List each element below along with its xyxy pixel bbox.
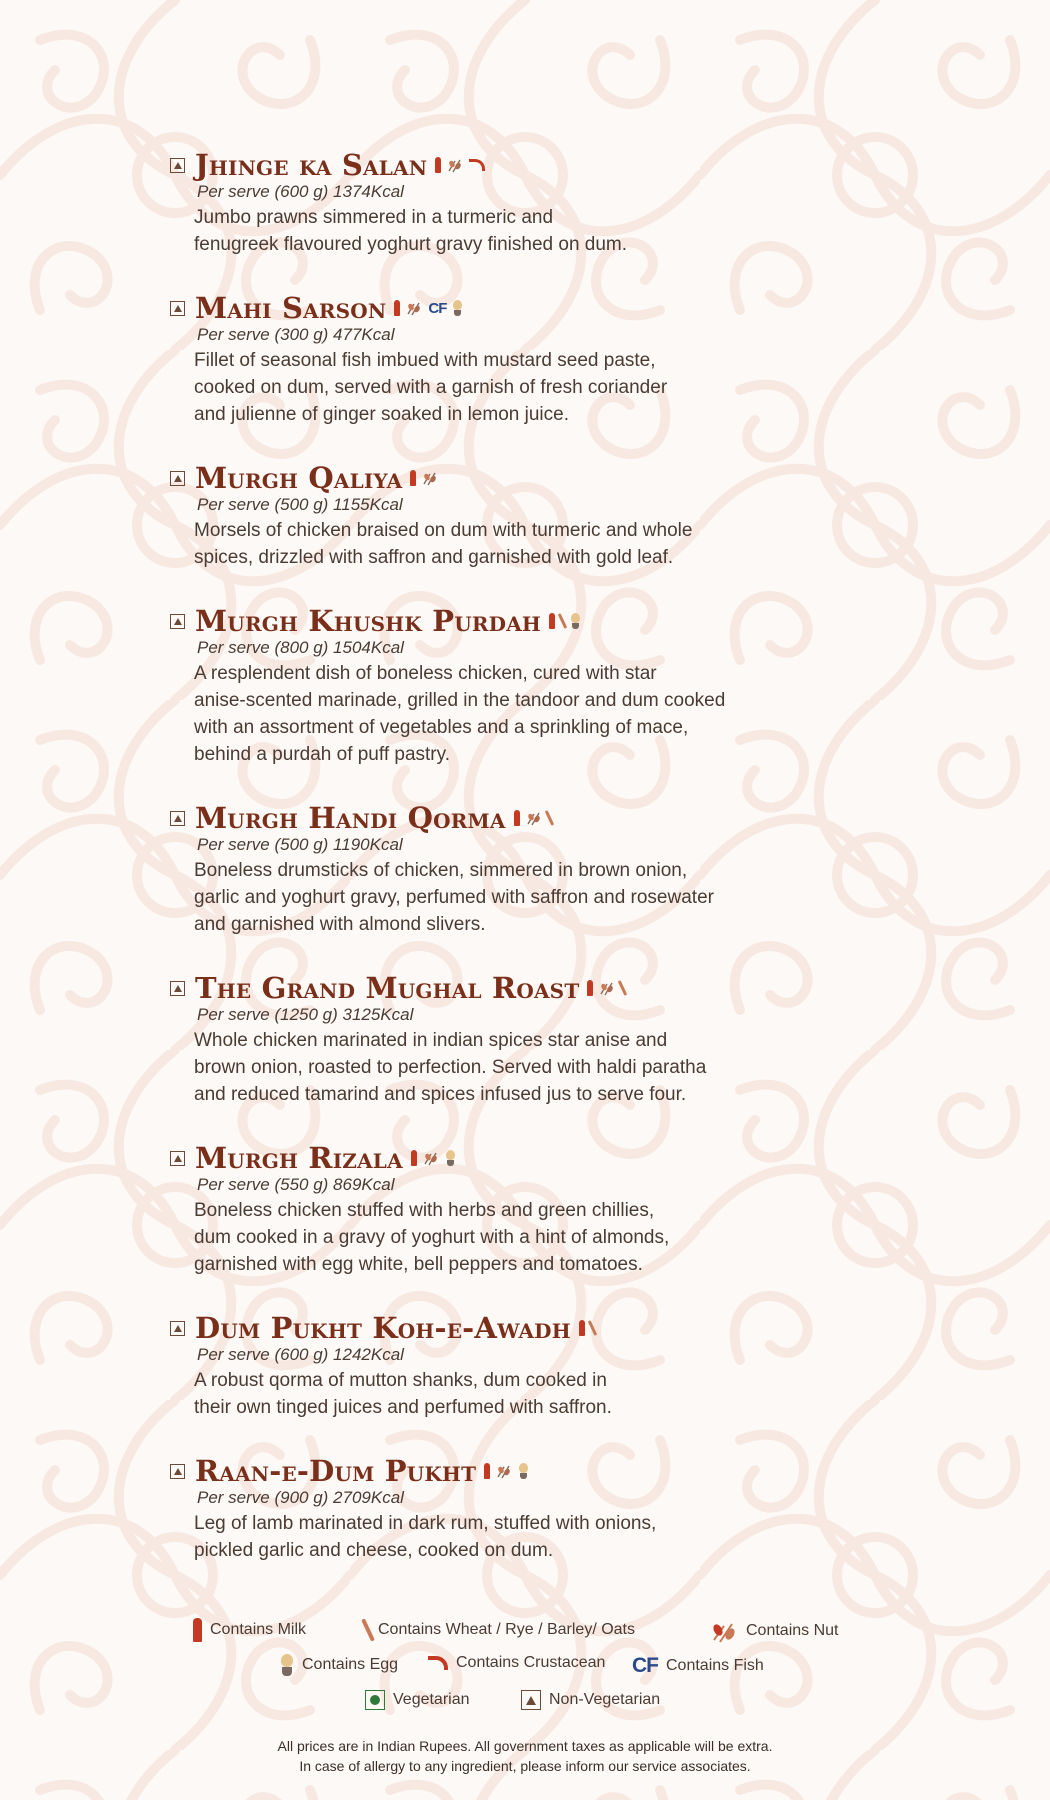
menu-item-name: Mahi Sarson (195, 291, 387, 325)
legend-wheat-label: Contains Wheat / Rye / Barley/ Oats (378, 1621, 635, 1638)
egg-icon (280, 1654, 294, 1676)
fish-icon: CF (632, 1654, 658, 1677)
legend-milk-label: Contains Milk (210, 1621, 307, 1638)
crustacean-icon (428, 1656, 448, 1670)
nut-icon (496, 1463, 512, 1479)
vegetarian-icon (365, 1690, 385, 1710)
menu-item-serve: Per serve (900 g) 2709Kcal (197, 1488, 404, 1507)
menu-item-name: Raan-e-Dum Pukht (195, 1454, 477, 1488)
description-line: anise-scented marinade, grilled in the tandoor and dum cooked (194, 690, 726, 711)
menu-item-description (194, 517, 930, 571)
milk-icon (411, 1150, 417, 1166)
description-line: garlic and yoghurt gravy, perfumed with saffron and rosewater (194, 887, 714, 908)
menu-item-serve: Per serve (550 g) 869Kcal (197, 1175, 395, 1194)
footer-notes (0, 1736, 1050, 1776)
menu-item-serve: Per serve (1250 g) 3125Kcal (197, 1005, 414, 1024)
description-line: pickled garlic and cheese, cooked on dum. (194, 1540, 554, 1561)
description-line: behind a purdah of puff pastry. (194, 744, 450, 765)
description-line: brown onion, roasted to perfection. Served with haldi paratha (194, 1057, 707, 1078)
menu-item (170, 1454, 930, 1564)
description-line: A resplendent dish of boneless chicken, cured with star (194, 663, 657, 684)
menu-item (170, 291, 930, 428)
allergen-icons (514, 810, 551, 826)
description-line: Boneless chicken stuffed with herbs and green chillies, (194, 1200, 655, 1221)
menu-item-title-row (170, 461, 930, 495)
menu-item-description (194, 1510, 930, 1564)
description-line: and garnished with almond slivers. (194, 914, 486, 935)
legend-veg-label: Vegetarian (393, 1691, 470, 1708)
allergen-icons (549, 613, 580, 629)
menu-item-description (194, 347, 930, 428)
legend-nut-label: Contains Nut (746, 1622, 839, 1639)
allergen-icons (435, 157, 485, 173)
menu-item-title-row (170, 604, 930, 638)
menu-item-title-row (170, 1454, 930, 1488)
description-line: and julienne of ginger soaked in lemon juice. (194, 404, 569, 425)
menu-item-serve: Per serve (300 g) 477Kcal (197, 325, 395, 344)
wheat-icon (361, 1618, 375, 1641)
description-line: garnished with egg white, bell peppers and tomatoes. (194, 1254, 643, 1275)
milk-icon (549, 613, 555, 629)
menu-item-description (194, 660, 930, 768)
description-line: with an assortment of vegetables and a sprinkling of mace, (194, 717, 689, 738)
description-line: Morsels of chicken braised on dum with turmeric and whole (194, 520, 693, 541)
non-vegetarian-icon (170, 301, 185, 316)
legend-nut (710, 1618, 839, 1644)
legend-egg-label: Contains Egg (302, 1656, 399, 1673)
menu-item-description (194, 1367, 930, 1421)
menu-item-title-row (170, 291, 930, 325)
prices-note: All prices are in Indian Rupees. All government taxes as applicable will be extra. (277, 1738, 773, 1754)
menu-list (170, 148, 930, 1597)
menu-item-name: Murgh Khushk Purdah (195, 604, 542, 638)
menu-item-name: Murgh Qaliya (195, 461, 403, 495)
non-vegetarian-icon (521, 1690, 541, 1710)
menu-item-name: Murgh Handi Qorma (195, 801, 506, 835)
menu-item-title-row (170, 1311, 930, 1345)
description-line: Boneless drumsticks of chicken, simmered in brown onion, (194, 860, 688, 881)
legend-crustacean (428, 1654, 605, 1672)
milk-icon (435, 157, 441, 173)
menu-item (170, 971, 930, 1108)
milk-icon (193, 1618, 202, 1642)
non-vegetarian-icon (170, 471, 185, 486)
nut-icon (422, 470, 438, 486)
menu-item-name: The Grand Mughal Roast (195, 971, 580, 1005)
legend-row-2 (0, 1654, 1050, 1690)
non-vegetarian-icon (170, 811, 185, 826)
milk-icon (587, 980, 593, 996)
allergen-icons (484, 1463, 528, 1479)
legend-veg (365, 1690, 470, 1710)
menu-item (170, 1311, 930, 1421)
non-vegetarian-icon (170, 1464, 185, 1479)
menu-item-name: Dum Pukht Koh-e-Awadh (195, 1311, 571, 1345)
description-line: Jumbo prawns simmered in a turmeric and (194, 207, 554, 228)
menu-item-name: Murgh Rizala (195, 1141, 403, 1175)
legend-crustacean-label: Contains Crustacean (456, 1654, 606, 1671)
milk-icon (514, 810, 520, 826)
menu-item-title-row (170, 148, 930, 182)
description-line: Leg of lamb marinated in dark rum, stuffed with onions, (194, 1513, 657, 1534)
menu-item-description (194, 204, 930, 258)
wheat-icon (588, 1320, 597, 1336)
non-vegetarian-icon (170, 1321, 185, 1336)
fish-icon: CF (428, 299, 447, 317)
description-line: dum cooked in a gravy of yoghurt with a hint of almonds, (194, 1227, 670, 1248)
nut-icon (599, 980, 615, 996)
description-line: A robust qorma of mutton shanks, dum cooked in (194, 1370, 607, 1391)
menu-item-description (194, 1027, 930, 1108)
allergen-icons (394, 300, 462, 317)
menu-item-serve: Per serve (600 g) 1242Kcal (197, 1345, 404, 1364)
description-line: cooked on dum, served with a garnish of fresh coriander (194, 377, 668, 398)
menu-item (170, 604, 930, 768)
menu-item-serve: Per serve (500 g) 1190Kcal (197, 835, 403, 854)
legend-fish-label: Contains Fish (666, 1657, 764, 1674)
menu-item-serve: Per serve (600 g) 1374Kcal (197, 182, 404, 201)
legend-row-3 (0, 1690, 1050, 1726)
legend-egg (280, 1654, 398, 1676)
allergen-icons (587, 980, 624, 996)
legend-row-1 (0, 1618, 1050, 1654)
wheat-icon (544, 810, 553, 826)
egg-icon (518, 1463, 528, 1479)
description-line: and reduced tamarind and spices infused jus to serve four. (194, 1084, 687, 1105)
allergen-icons (579, 1320, 594, 1336)
non-vegetarian-icon (170, 981, 185, 996)
menu-item (170, 801, 930, 938)
milk-icon (579, 1320, 585, 1336)
menu-item-description (194, 857, 930, 938)
menu-item-title-row (170, 801, 930, 835)
menu-item (170, 148, 930, 258)
menu-item-title-row (170, 971, 930, 1005)
nut-icon (447, 157, 463, 173)
allergen-icons (411, 1150, 455, 1166)
description-line: spices, drizzled with saffron and garnished with gold leaf. (194, 547, 674, 568)
allergen-legend (0, 1618, 1050, 1726)
nut-icon (710, 1618, 738, 1644)
legend-wheat (366, 1618, 635, 1642)
nut-icon (406, 300, 422, 316)
wheat-icon (618, 980, 627, 996)
description-line: Fillet of seasonal fish imbued with mustard seed paste, (194, 350, 656, 371)
crustacean-icon (469, 159, 485, 171)
legend-fish (632, 1654, 764, 1678)
menu-item-description (194, 1197, 930, 1278)
menu-item-title-row (170, 1141, 930, 1175)
allergy-note: In case of allergy to any ingredient, please inform our service associates. (299, 1758, 751, 1774)
description-line: fenugreek flavoured yoghurt gravy finished on dum. (194, 234, 628, 255)
non-vegetarian-icon (170, 614, 185, 629)
egg-icon (570, 613, 580, 629)
legend-milk (193, 1618, 306, 1642)
menu-item (170, 461, 930, 571)
description-line: Whole chicken marinated in indian spices star anise and (194, 1030, 668, 1051)
egg-icon (452, 300, 462, 316)
milk-icon (394, 300, 400, 316)
menu-item-serve: Per serve (800 g) 1504Kcal (197, 638, 404, 657)
egg-icon (445, 1150, 455, 1166)
allergen-icons (410, 470, 438, 486)
nut-icon (423, 1150, 439, 1166)
menu-item (170, 1141, 930, 1278)
menu-item-serve: Per serve (500 g) 1155Kcal (197, 495, 403, 514)
description-line: their own tinged juices and perfumed with saffron. (194, 1397, 612, 1418)
non-vegetarian-icon (170, 1151, 185, 1166)
milk-icon (410, 470, 416, 486)
nut-icon (526, 810, 542, 826)
non-vegetarian-icon (170, 158, 185, 173)
wheat-icon (558, 613, 567, 629)
legend-nonveg-label: Non-Vegetarian (549, 1691, 661, 1708)
legend-nonveg (521, 1690, 660, 1710)
menu-item-name: Jhinge ka Salan (195, 148, 428, 182)
milk-icon (484, 1463, 490, 1479)
